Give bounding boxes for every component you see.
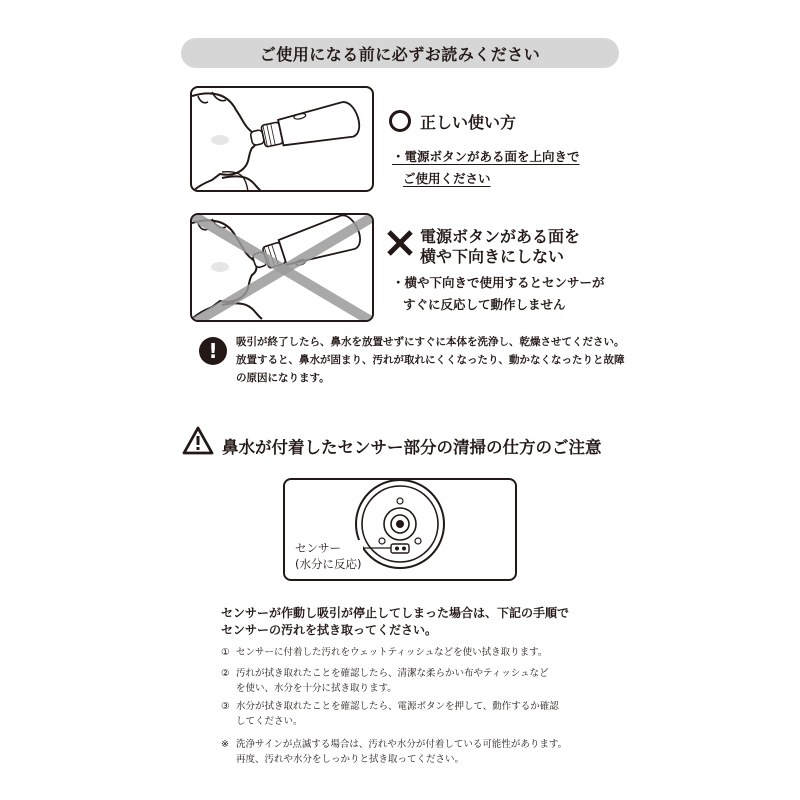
sensor-label <box>293 540 363 572</box>
step-1-line-1: センサーに付着した汚れをウェットティッシュなどを使い拭き取ります。 <box>236 647 548 658</box>
notice-line-3: の原因になります。 <box>236 372 330 384</box>
page-title <box>181 38 619 68</box>
sensor-label-line-2: (水分に反応) <box>295 557 362 571</box>
correct-line-1 <box>392 146 580 168</box>
note-line-1: 洗浄サインが点滅する場合は、汚れや水分が付着している可能性があります。 <box>236 739 568 750</box>
note <box>221 737 567 767</box>
wrong-heading-line-2: 横や下向きにしない <box>420 247 565 266</box>
step-2-line-1: 汚れが拭き取れたことを確認したら、清潔な柔らかい布やティッシュなど <box>236 668 549 679</box>
caution-title: 鼻水が付着したセンサー部分の清掃の仕方のご注意 <box>222 438 602 457</box>
wrong-usage-illustration <box>190 213 374 322</box>
wrong-line-2: すぐに反応して動作しません <box>403 297 566 312</box>
sensor-illustration <box>283 478 517 581</box>
correct-heading: 正しい使い方 <box>420 113 517 132</box>
notice-exclamation-icon: ! <box>199 337 227 365</box>
note-mark: ※ <box>221 739 229 750</box>
correct-line-2 <box>403 168 491 190</box>
notice-line-2: 放置すると、鼻水が固まり、汚れが取れにくくなったり、動かなくなったりと故障 <box>236 354 625 366</box>
baby-wrong-drawing <box>192 215 374 322</box>
step-3 <box>221 699 559 729</box>
correct-line-1-text: ・電源ボタンがある面を上向きで <box>392 149 580 164</box>
step-3-line-1: 水分が拭き取れたことを確認したら、電源ボタンを押して、動作するか確認 <box>236 701 559 712</box>
step-1-number: ① <box>221 647 230 658</box>
baby-correct-drawing <box>192 88 374 192</box>
correct-usage-illustration <box>190 86 374 192</box>
wrong-line-1: ・横や下向きで使用するとセンサーが <box>392 275 605 290</box>
instructions-intro-line-2: センサーの汚れを拭き取ってください。 <box>221 623 438 637</box>
correct-line-2-text: ご使用ください <box>403 171 491 186</box>
step-1 <box>221 645 547 660</box>
step-2 <box>221 666 549 696</box>
wrong-cross-icon <box>386 229 414 257</box>
step-2-number: ② <box>221 668 230 679</box>
notice-line-1: 吸引が終了したら、鼻水を放置せずにすぐに本体を洗浄し、乾燥させてください。 <box>236 336 625 348</box>
sensor-label-line-1: センサー <box>295 541 341 555</box>
page-title-text: ご使用になる前に必ずお読みください <box>259 44 541 64</box>
instructions-intro-line-1: センサーが作動し吸引が停止してしまった場合は、下記の手順で <box>221 606 570 620</box>
step-2-line-2: を使い、水分を十分に拭き取ります。 <box>236 683 397 694</box>
warning-triangle-icon <box>182 426 214 456</box>
step-3-line-2: してください。 <box>236 716 303 727</box>
step-3-number: ③ <box>221 701 230 712</box>
wrong-heading-line-1: 電源ボタンがある面を <box>420 227 581 246</box>
correct-circle-icon <box>389 110 411 132</box>
note-line-2: 再度、汚れや水分をしっかりと拭き取ってください。 <box>236 754 465 765</box>
